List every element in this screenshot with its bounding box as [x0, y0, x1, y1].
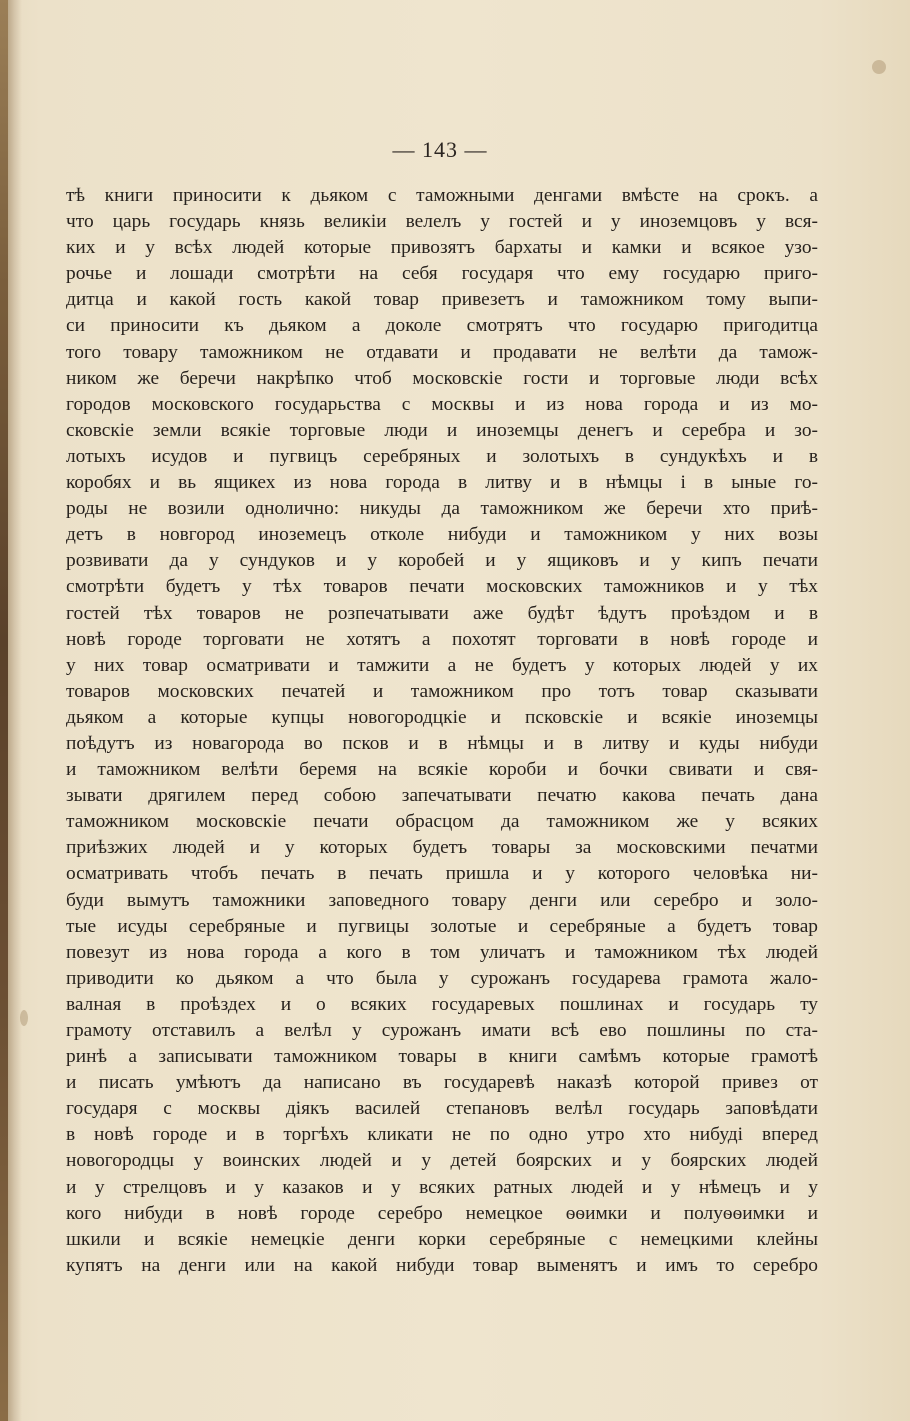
text-line: дьяком а которые купцы новогородцкiе и псковскiе и всякiе иноземцы	[66, 706, 818, 728]
text-line: ких и у всѣх людей которые привозятъ бархаты и камки и всякое узо-	[66, 237, 818, 259]
text-line: у них товар осматривати и тамжити а не будетъ у которых людей у их	[66, 654, 818, 676]
text-line: новѣ городе торговати не хотятъ а похотят торговати в новѣ городе и	[66, 628, 818, 650]
text-line: и таможником велѣти беремя на всякiе короби и бочки свивати и свя-	[66, 759, 818, 781]
page-number: — 143 —	[392, 137, 488, 162]
text-line: государя с москвы дiякъ василей степановъ велѣл государь заповѣдати	[66, 1098, 818, 1120]
text-line: осматривать чтобъ печать в печать пришла и у которого человѣка ни-	[66, 863, 818, 885]
text-line: смотрѣти будетъ у тѣх товаров печати московских таможников и у тѣх	[66, 576, 818, 598]
text-line: гостей тѣх товаров не розпечатывати аже будѣт ѣдутъ проѣздом и в	[66, 602, 818, 624]
text-line: коробях и вь ящикех из нова города в литву и в нѣмцы i в ыные го-	[66, 472, 818, 494]
text-line: таможником московскiе печати обрасцом да таможником же у всяких	[66, 811, 818, 833]
binding-shadow	[8, 0, 22, 1421]
text-line: городов московского государьства с москвы и из нова города и из мо-	[66, 393, 818, 415]
text-line: валная в проѣздех и о всяких государевых пошлинах и государь ту	[66, 993, 818, 1015]
text-line: и у стрелцовъ и у казаков и у всяких ратных людей и у нѣмецъ и у	[66, 1176, 818, 1198]
text-line: розвивати да у сундуков и у коробей и у ящиковъ и у кипъ печати	[66, 550, 818, 572]
body-text	[66, 183, 818, 1279]
text-line: того товару таможником не отдавати и продавати не велѣти да тамож-	[66, 341, 818, 363]
text-line: зывати дрягилем перед собою запечатывати печатю какова печать дана	[66, 785, 818, 807]
text-line: кого нибуди в новѣ городе серебро немецкое ѳѳимки и полуѳѳимки и	[66, 1202, 818, 1224]
text-line: новогородцы у воинских людей и у детей боярских и у боярских людей	[66, 1150, 818, 1172]
paper-stain	[20, 1010, 28, 1026]
text-line: сковскiе земли всякiе торговые люди и иноземцы денегъ и серебра и зо-	[66, 419, 818, 441]
text-line: приводити ко дьяком а что была у сурожанъ государева грамота жало-	[66, 967, 818, 989]
text-line: дитца и какой гость какой товар привезетъ и таможником тому выпи-	[66, 289, 818, 311]
text-line: рочье и лошади смотрѣти на себя государя что ему государю приго-	[66, 263, 818, 285]
text-line: поѣдутъ из новагорода во псков и в нѣмцы и в литву и куды нибуди	[66, 732, 818, 754]
text-line: грамоту отставилъ а велѣл у сурожанъ имати всѣ ево пошлины по ста-	[66, 1020, 818, 1041]
text-line: буди вымутъ таможники заповедного товару денги или серебро и золо-	[66, 889, 818, 911]
text-line: что царь государь князь великiи велелъ у гостей и у иноземцовъ у вся-	[66, 211, 818, 233]
text-line: тые исуды серебряные и пугвицы золотые и серебряные а будетъ товар	[66, 915, 818, 937]
text-line: детъ в новгород иноземецъ отколе нибуди и таможником у них возы	[66, 524, 818, 546]
text-line: ринѣ а записывати таможником товары в книги самѣмъ которые грамотѣ	[66, 1046, 818, 1068]
binding-edge	[0, 0, 8, 1421]
text-line: и писать умѣютъ да написано въ государевѣ наказѣ которой привез от	[66, 1072, 818, 1094]
text-line: лотыхъ исудов и пугвицъ серебряных и золотыхъ в сундукѣхъ и в	[66, 445, 818, 467]
text-line: си приносити къ дьяком а доколе смотрятъ что государю пригодитца	[66, 315, 818, 337]
text-line: шкили и всякiе немецкiе денги корки серебряные с немецкими клейны	[66, 1228, 818, 1250]
text-line: товаров московских печатей и таможником про тотъ товар сказывати	[66, 680, 818, 702]
text-line: ником же беречи накрѣпко чтоб московскiе гости и торговые люди всѣх	[66, 367, 818, 389]
paper-stain	[872, 60, 886, 74]
text-line: в новѣ городе и в торгѣхъ кликати не по одно утро хто нибудi вперед	[66, 1124, 818, 1146]
text-line: тѣ книги приносити к дьяком с таможными денгами вмѣсте на срокъ. а	[66, 185, 818, 206]
text-line: роды не возили однолично: никуды да таможником же беречи хто приѣ-	[66, 498, 818, 520]
text-line: повезут из нова города а кого в том уличатъ и таможником тѣх людей	[66, 941, 818, 963]
text-line: купятъ на денги или на какой нибуди товар выменятъ и имъ то серебро	[66, 1254, 818, 1276]
text-line: приѣзжих людей и у которых будетъ товары за московскими печатми	[66, 837, 818, 859]
